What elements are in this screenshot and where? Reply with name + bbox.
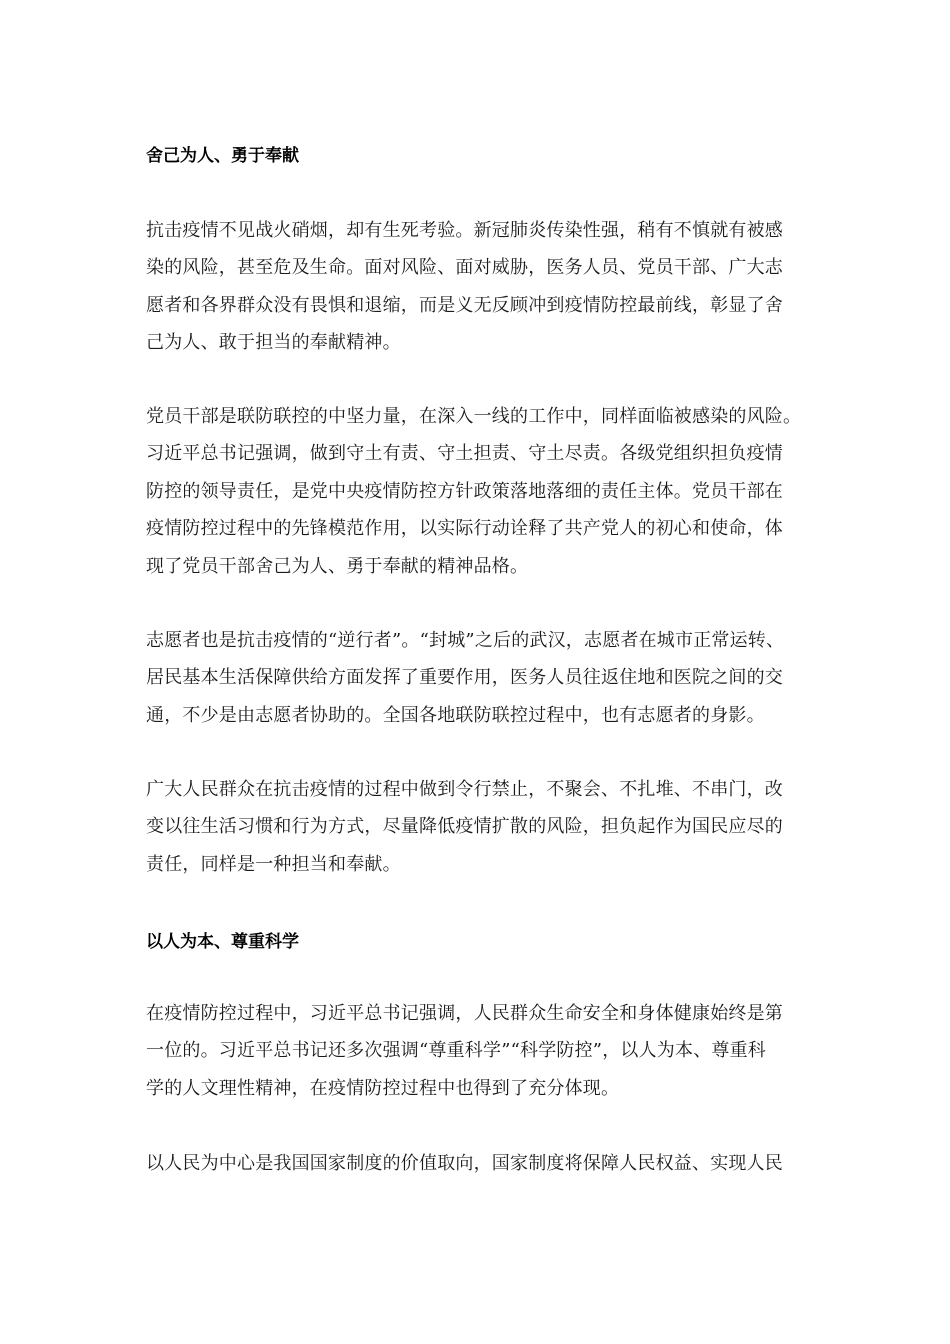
- text-line: 抗击疫情不见战火硝烟，却有生死考验。新冠肺炎传染性强，稍有不慎就有被感: [146, 220, 783, 241]
- text-line: 疫情防控过程中的先锋模范作用，以实际行动诠释了共产党人的初心和使命，体: [146, 518, 783, 540]
- text-line: 责任，同样是一种担当和奉献。: [146, 853, 401, 875]
- text-line: 通，不少是由志愿者协助的。全国各地联防联控过程中，也有志愿者的身影。: [146, 704, 765, 726]
- text-line: 现了党员干部舍己为人、勇于奉献的精神品格。: [146, 555, 529, 577]
- text-line: 志愿者也是抗击疫情的“逆行者”。“封城”之后的武汉，志愿者在城市正常运转、: [146, 630, 785, 651]
- paragraph: [146, 1145, 812, 1182]
- paragraph: [146, 771, 812, 883]
- text-line: 广大人民群众在抗击疫情的过程中做到令行禁止，不聚会、不扎堆、不串门，改: [146, 779, 783, 800]
- text-line: 染的风险，甚至危及生命。面对风险、面对威胁，医务人员、党员干部、广大志: [146, 257, 783, 279]
- section-heading: 舍己为人、勇于奉献: [146, 146, 299, 166]
- text-line: 一位的。习近平总书记还多次强调“尊重科学”“科学防控”，以人为本、尊重科: [146, 1040, 767, 1062]
- text-line: 在疫情防控过程中，习近平总书记强调，人民群众生命安全和身体健康始终是第: [146, 1003, 783, 1024]
- paragraph: [146, 622, 812, 734]
- paragraph: [146, 212, 812, 362]
- paragraph: [146, 398, 812, 585]
- text-line: 以人民为中心是我国国家制度的价值取向，国家制度将保障人民权益、实现人民: [146, 1153, 783, 1174]
- text-line: 居民基本生活保障供给方面发挥了重要作用，医务人员往返住地和医院之间的交: [146, 667, 783, 689]
- section-heading: 以人为本、尊重科学: [146, 932, 299, 952]
- text-line: 习近平总书记强调，做到守土有责、守土担责、守土尽责。各级党组织担负疫情: [146, 443, 783, 465]
- paragraph: [146, 995, 812, 1107]
- text-line: 防控的领导责任，是党中央疫情防控方针政策落地落细的责任主体。党员干部在: [146, 480, 783, 502]
- text-line: 党员干部是联防联控的中坚力量，在深入一线的工作中，同样面临被感染的风险。: [146, 406, 802, 427]
- text-line: 学的人文理性精神，在疫情防控过程中也得到了充分体现。: [146, 1077, 620, 1099]
- text-line: 愿者和各界群众没有畏惧和退缩，而是义无反顾冲到疫情防控最前线，彰显了舍: [146, 294, 783, 316]
- text-line: 变以往生活习惯和行为方式，尽量降低疫情扩散的风险，担负起作为国民应尽的: [146, 816, 783, 838]
- text-line: 己为人、敢于担当的奉献精神。: [146, 332, 401, 354]
